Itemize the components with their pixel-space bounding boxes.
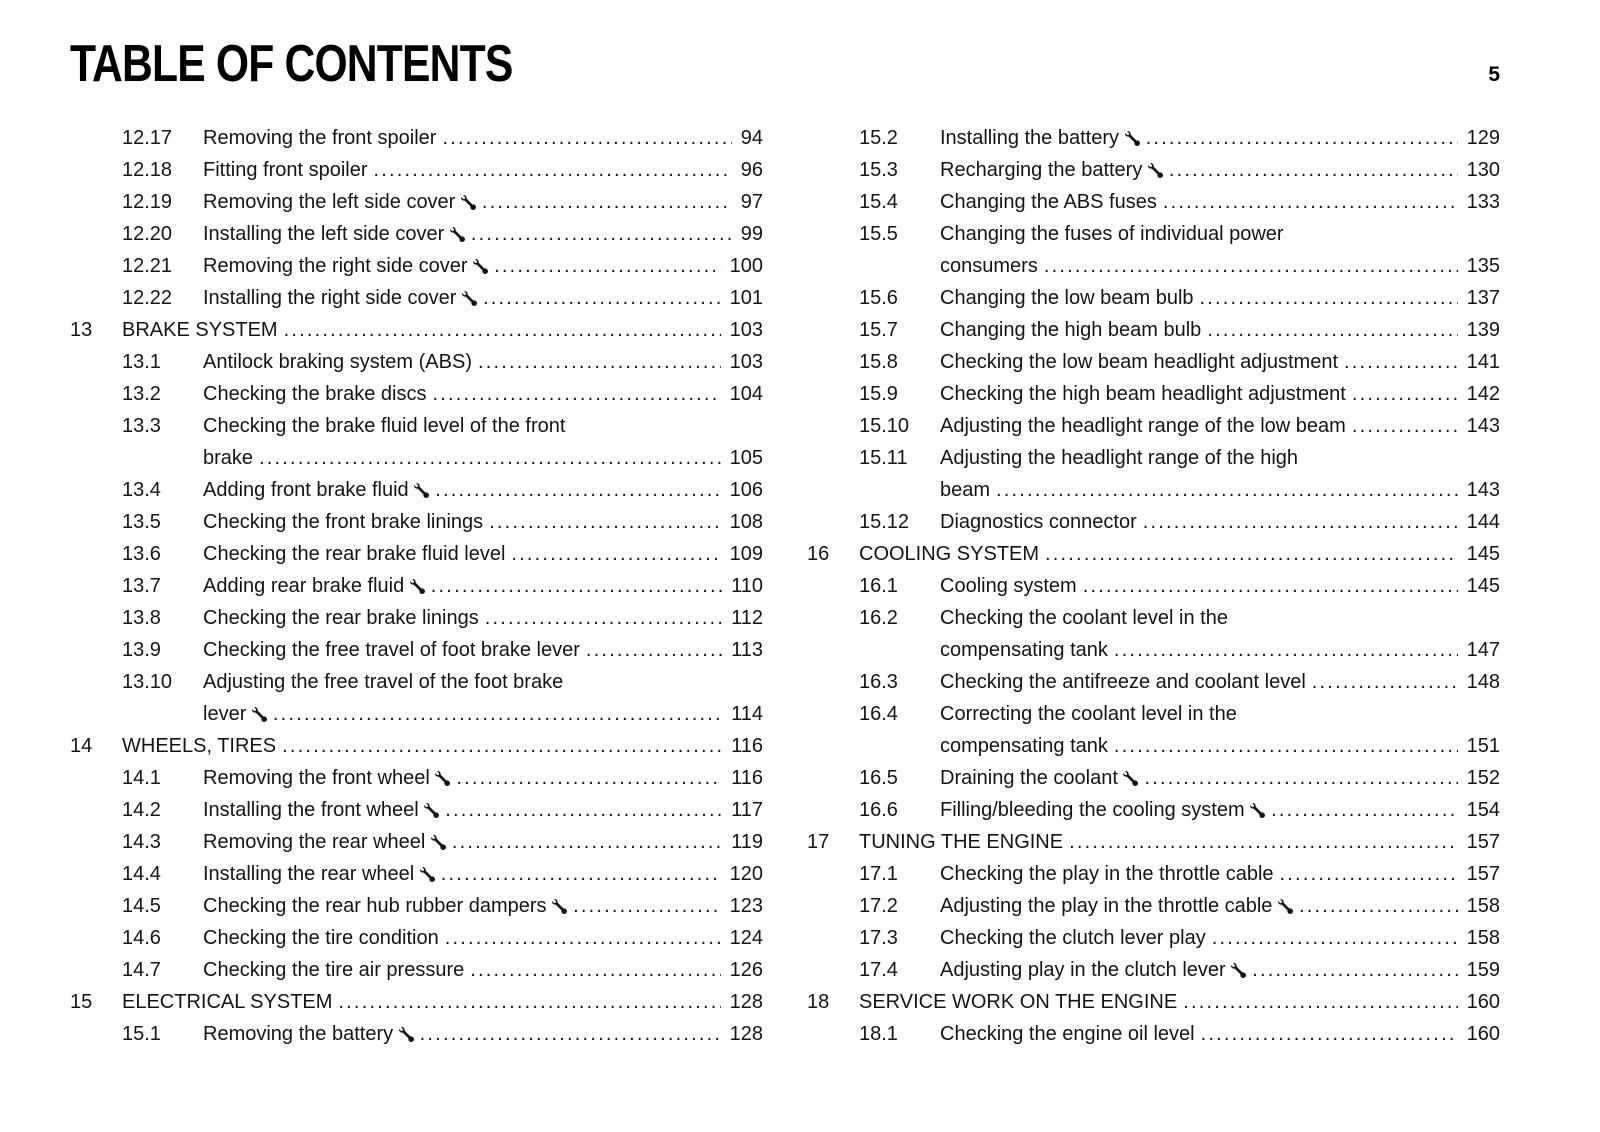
entry-page-number: 160	[1458, 1018, 1500, 1050]
entry-page-number: 143	[1458, 410, 1500, 442]
toc-section-entry	[807, 410, 1500, 442]
toc-section-entry	[807, 1018, 1500, 1050]
entry-number: 14.5	[122, 895, 161, 917]
entry-number: 15.3	[859, 159, 898, 181]
entry-page-number: 108	[721, 506, 763, 538]
entry-number: 14.3	[122, 831, 161, 853]
entry-title	[940, 927, 1206, 949]
entry-title	[940, 799, 1265, 821]
entry-page-number: 105	[721, 442, 763, 474]
entry-page-number: 124	[721, 922, 763, 954]
entry-title-text: Changing the high beam bulb	[940, 319, 1202, 341]
entry-page-number: 143	[1458, 474, 1500, 506]
entry-title	[203, 511, 483, 533]
entry-title-text: Installing the right side cover	[203, 287, 457, 309]
wrench-icon	[1278, 899, 1293, 914]
entry-page-number: 109	[721, 538, 763, 570]
entry-title	[203, 1023, 414, 1045]
entry-title-text: Checking the brake discs	[203, 383, 427, 405]
entry-title-text: Checking the tire condition	[203, 927, 439, 949]
entry-number: 14.6	[122, 927, 161, 949]
toc-section-entry	[70, 666, 763, 730]
entry-page-number: 113	[722, 634, 763, 666]
entry-title	[940, 671, 1306, 693]
page-header	[70, 34, 1500, 94]
entry-title	[203, 479, 429, 501]
entry-page-number: 101	[721, 282, 763, 314]
entry-title	[940, 767, 1138, 789]
entry-number: 16.1	[859, 575, 898, 597]
entry-number: 13.7	[122, 575, 161, 597]
toc-section-entry	[70, 762, 763, 794]
wrench-icon	[462, 291, 477, 306]
entry-number: 14.4	[122, 863, 161, 885]
toc-section-entry	[807, 858, 1500, 890]
toc-section-entry	[70, 218, 763, 250]
entry-title-text: Installing the rear wheel	[203, 863, 415, 885]
entry-number: 16.5	[859, 767, 898, 789]
entry-page-number: 116	[722, 730, 763, 762]
entry-title-text: ELECTRICAL SYSTEM	[122, 991, 333, 1013]
entry-title-text: Antilock braking system (ABS)	[203, 351, 472, 373]
wrench-icon	[1231, 963, 1246, 978]
entry-title	[940, 575, 1077, 597]
wrench-icon	[420, 867, 435, 882]
entry-number: 13.5	[122, 511, 161, 533]
entry-title-text: Removing the front wheel	[203, 767, 430, 789]
entry-page-number: 148	[1458, 666, 1500, 698]
entry-number: 15.12	[859, 511, 910, 533]
entry-title-text: Checking the front brake linings	[203, 511, 484, 533]
entry-page-number: 145	[1458, 538, 1500, 570]
entry-page-number: 154	[1458, 794, 1500, 826]
entry-number: 15.2	[859, 127, 898, 149]
wrench-icon	[1123, 771, 1138, 786]
entry-title	[122, 735, 276, 757]
toc-chapter-entry	[807, 538, 1500, 570]
entry-title-text: Checking the coolant level in the compensating tank	[940, 607, 1228, 661]
toc-section-entry	[807, 122, 1500, 154]
entry-title-text: Cooling system	[940, 575, 1077, 597]
toc-chapter-entry	[70, 986, 763, 1018]
toc-section-entry	[807, 570, 1500, 602]
entry-title	[940, 415, 1346, 437]
entry-number: 18.1	[859, 1023, 898, 1045]
toc-section-entry	[807, 954, 1500, 986]
entry-number: 15.7	[859, 319, 898, 341]
entry-title-text: Recharging the battery	[940, 159, 1143, 181]
wrench-icon	[410, 579, 425, 594]
entry-title	[203, 223, 465, 245]
entry-page-number: 100	[721, 250, 763, 282]
entry-page-number: 119	[722, 826, 763, 858]
entry-number: 15.10	[859, 415, 910, 437]
entry-title	[122, 319, 278, 341]
wrench-icon	[450, 227, 465, 242]
entry-title	[940, 191, 1157, 213]
entry-page-number: 117	[722, 794, 763, 826]
entry-title	[203, 927, 439, 949]
wrench-icon	[552, 899, 567, 914]
entry-title	[859, 991, 1177, 1013]
entry-title-text: Removing the rear wheel	[203, 831, 426, 853]
entry-title-text: TUNING THE ENGINE	[859, 831, 1064, 853]
entry-page-number: 112	[722, 602, 763, 634]
toc-section-entry	[70, 826, 763, 858]
entry-title-text: COOLING SYSTEM	[859, 543, 1040, 565]
entry-number: 17.2	[859, 895, 898, 917]
entry-title-text: Checking the free travel of foot brake lever	[203, 639, 580, 661]
toc-section-entry	[70, 410, 763, 474]
entry-title	[203, 287, 477, 309]
entry-number: 12.21	[122, 255, 173, 277]
entry-title-text: Diagnostics connector	[940, 511, 1137, 533]
entry-title	[940, 895, 1293, 917]
toc-section-entry	[70, 506, 763, 538]
toc-section-entry	[70, 858, 763, 890]
wrench-icon	[1250, 803, 1265, 818]
entry-page-number: 104	[721, 378, 763, 410]
toc-section-entry	[807, 282, 1500, 314]
entry-title-text: Checking the low beam headlight adjustment	[940, 351, 1339, 373]
entry-title-text: Draining the coolant	[940, 767, 1118, 789]
toc-section-entry	[807, 442, 1500, 506]
entry-title	[203, 895, 567, 917]
entry-number: 15	[70, 991, 93, 1013]
entry-title-text: Removing the front spoiler	[203, 127, 437, 149]
entry-title-text: BRAKE SYSTEM	[122, 319, 278, 341]
entry-page-number: 135	[1458, 250, 1500, 282]
toc-section-entry	[70, 154, 763, 186]
entry-title-text: Changing the fuses of individual power consumers	[940, 223, 1284, 277]
toc-section-entry	[70, 474, 763, 506]
wrench-icon	[414, 483, 429, 498]
toc-section-entry	[70, 794, 763, 826]
toc-section-entry	[807, 666, 1500, 698]
entry-page-number: 147	[1458, 634, 1500, 666]
entry-number: 15.5	[859, 223, 898, 245]
entry-title	[203, 255, 488, 277]
entry-title-text: WHEELS, TIRES	[122, 735, 277, 757]
toc-section-entry	[70, 954, 763, 986]
entry-title	[203, 383, 426, 405]
wrench-icon	[431, 835, 446, 850]
entry-title	[859, 543, 1039, 565]
entry-title	[940, 287, 1194, 309]
entry-title-text: Removing the battery	[203, 1023, 394, 1045]
entry-page-number: 158	[1458, 890, 1500, 922]
toc-column-right	[807, 122, 1500, 1050]
page-number: 5	[1488, 63, 1500, 86]
entry-page-number: 114	[722, 698, 763, 730]
entry-title-text: Adjusting the headlight range of the low beam	[940, 415, 1346, 437]
entry-title-text: Fitting front spoiler	[203, 159, 368, 181]
entry-page-number: 120	[721, 858, 763, 890]
entry-number: 14.2	[122, 799, 161, 821]
toc-section-entry	[807, 794, 1500, 826]
entry-number: 15.8	[859, 351, 898, 373]
entry-number: 13.10	[122, 671, 173, 693]
entry-number: 13.2	[122, 383, 161, 405]
entry-title	[203, 543, 505, 565]
entry-number: 13.1	[122, 351, 161, 373]
page-title: TABLE OF CONTENTS	[70, 35, 513, 93]
entry-page-number: 160	[1458, 986, 1500, 1018]
entry-title	[122, 991, 332, 1013]
entry-number: 17	[807, 831, 830, 853]
entry-page-number: 106	[721, 474, 763, 506]
entry-title-text: Adding rear brake fluid	[203, 575, 405, 597]
entry-page-number: 130	[1458, 154, 1500, 186]
entry-number: 13.8	[122, 607, 161, 629]
entry-title-text: Adjusting the headlight range of the high beam	[940, 447, 1299, 501]
toc-section-entry	[807, 890, 1500, 922]
entry-number: 14	[70, 735, 93, 757]
entry-page-number: 126	[721, 954, 763, 986]
toc-section-entry	[70, 282, 763, 314]
entry-page-number: 94	[732, 122, 763, 154]
entry-number: 13.6	[122, 543, 161, 565]
entry-number: 14.7	[122, 959, 161, 981]
entry-page-number: 142	[1458, 378, 1500, 410]
wrench-icon	[424, 803, 439, 818]
wrench-icon	[399, 1027, 414, 1042]
entry-title-text: Changing the ABS fuses	[940, 191, 1157, 213]
entry-title	[203, 959, 464, 981]
entry-title	[203, 639, 580, 661]
toc-section-entry	[807, 346, 1500, 378]
entry-page-number: 103	[721, 346, 763, 378]
toc-section-entry	[70, 538, 763, 570]
entry-number: 12.17	[122, 127, 173, 149]
entry-title-text: Correcting the coolant level in the compensating tank	[940, 703, 1237, 757]
entry-page-number: 128	[721, 1018, 763, 1050]
entry-title	[203, 863, 435, 885]
toc-section-entry	[807, 698, 1500, 762]
toc-section-entry	[807, 218, 1500, 282]
entry-page-number: 133	[1458, 186, 1500, 218]
entry-title	[940, 351, 1338, 373]
toc-column-left	[70, 122, 763, 1050]
entry-title-text: Removing the left side cover	[203, 191, 456, 213]
entry-page-number: 144	[1458, 506, 1500, 538]
toc-section-entry	[70, 122, 763, 154]
entry-number: 12.22	[122, 287, 173, 309]
toc-chapter-entry	[70, 730, 763, 762]
toc-section-entry	[70, 634, 763, 666]
entry-page-number: 139	[1458, 314, 1500, 346]
entry-page-number: 129	[1458, 122, 1500, 154]
entry-title-text: Checking the high beam headlight adjustment	[940, 383, 1346, 405]
entry-title-text: Checking the rear brake fluid level	[203, 543, 506, 565]
entry-title	[203, 767, 450, 789]
wrench-icon	[1125, 131, 1140, 146]
wrench-icon	[1148, 163, 1163, 178]
toc-section-entry	[70, 378, 763, 410]
entry-title-text: Adjusting the play in the throttle cable	[940, 895, 1273, 917]
wrench-icon	[252, 707, 267, 722]
entry-title	[940, 959, 1246, 981]
toc-section-entry	[807, 922, 1500, 954]
toc-section-entry	[807, 154, 1500, 186]
entry-number: 13.3	[122, 415, 161, 437]
wrench-icon	[473, 259, 488, 274]
entry-number: 13.9	[122, 639, 161, 661]
wrench-icon	[461, 195, 476, 210]
toc-section-entry	[70, 922, 763, 954]
toc-section-entry	[70, 890, 763, 922]
entry-page-number: 96	[732, 154, 763, 186]
toc-chapter-entry	[807, 826, 1500, 858]
toc-section-entry	[70, 570, 763, 602]
entry-number: 14.1	[122, 767, 161, 789]
entry-title	[940, 511, 1137, 533]
entry-number: 16.3	[859, 671, 898, 693]
entry-title-text: Checking the play in the throttle cable	[940, 863, 1274, 885]
entry-page-number: 116	[722, 762, 763, 794]
entry-page-number: 97	[732, 186, 763, 218]
entry-title-text: Adjusting the free travel of the foot brake lever	[203, 671, 564, 725]
entry-page-number: 141	[1458, 346, 1500, 378]
entry-title	[940, 159, 1163, 181]
entry-page-number: 152	[1458, 762, 1500, 794]
entry-number: 13	[70, 319, 93, 341]
entry-page-number: 137	[1458, 282, 1500, 314]
entry-title-text: Checking the rear hub rubber dampers	[203, 895, 547, 917]
toc-section-entry	[807, 186, 1500, 218]
entry-title-text: Installing the left side cover	[203, 223, 445, 245]
toc-section-entry	[807, 602, 1500, 666]
entry-title-text: Installing the front wheel	[203, 799, 419, 821]
entry-title-text: Adjusting play in the clutch lever	[940, 959, 1226, 981]
entry-title-text: SERVICE WORK ON THE ENGINE	[859, 991, 1178, 1013]
entry-number: 13.4	[122, 479, 161, 501]
entry-title-text: Checking the brake fluid level of the front brake	[203, 415, 566, 469]
toc-section-entry	[70, 602, 763, 634]
entry-number: 16.4	[859, 703, 898, 725]
entry-title-text: Changing the low beam bulb	[940, 287, 1194, 309]
entry-page-number: 99	[732, 218, 763, 250]
entry-number: 17.3	[859, 927, 898, 949]
entry-title-text: Installing the battery	[940, 127, 1119, 149]
entry-title	[940, 127, 1140, 149]
entry-title-text: Checking the tire air pressure	[203, 959, 465, 981]
toc-columns	[70, 122, 1500, 1050]
entry-page-number: 128	[721, 986, 763, 1018]
entry-number: 15.4	[859, 191, 898, 213]
entry-title	[203, 831, 446, 853]
entry-title	[203, 191, 476, 213]
entry-title	[940, 1023, 1195, 1045]
toc-section-entry	[70, 1018, 763, 1050]
toc-chapter-entry	[70, 314, 763, 346]
entry-title-text: Removing the right side cover	[203, 255, 468, 277]
entry-title	[203, 159, 368, 181]
entry-number: 16.2	[859, 607, 898, 629]
entry-page-number: 103	[721, 314, 763, 346]
entry-title	[940, 319, 1201, 341]
toc-section-entry	[70, 250, 763, 282]
entry-number: 17.1	[859, 863, 898, 885]
entry-number: 12.18	[122, 159, 173, 181]
entry-title	[203, 351, 472, 373]
entry-number: 18	[807, 991, 830, 1013]
entry-title	[859, 831, 1063, 853]
entry-number: 15.6	[859, 287, 898, 309]
entry-page-number: 158	[1458, 922, 1500, 954]
entry-page-number: 145	[1458, 570, 1500, 602]
entry-page-number: 157	[1458, 826, 1500, 858]
entry-page-number: 151	[1458, 730, 1500, 762]
entry-title-text: Checking the engine oil level	[940, 1023, 1195, 1045]
toc-section-entry	[70, 186, 763, 218]
entry-page-number: 159	[1458, 954, 1500, 986]
entry-title-text: Adding front brake fluid	[203, 479, 409, 501]
entry-title	[203, 799, 439, 821]
entry-title-text: Checking the antifreeze and coolant level	[940, 671, 1306, 693]
toc-section-entry	[807, 506, 1500, 538]
toc-section-entry	[807, 762, 1500, 794]
entry-number: 16	[807, 543, 830, 565]
entry-title	[203, 575, 425, 597]
entry-page-number: 157	[1458, 858, 1500, 890]
entry-title-text: Filling/bleeding the cooling system	[940, 799, 1245, 821]
toc-section-entry	[807, 314, 1500, 346]
entry-number: 15.9	[859, 383, 898, 405]
entry-number: 15.11	[859, 447, 908, 469]
entry-number: 15.1	[122, 1023, 161, 1045]
entry-number: 17.4	[859, 959, 898, 981]
entry-title	[940, 383, 1346, 405]
wrench-icon	[435, 771, 450, 786]
toc-section-entry	[70, 346, 763, 378]
entry-page-number: 110	[722, 570, 763, 602]
entry-page-number: 123	[721, 890, 763, 922]
entry-title	[940, 863, 1274, 885]
toc-section-entry	[807, 378, 1500, 410]
entry-title-text: Checking the clutch lever play	[940, 927, 1206, 949]
entry-title-text: Checking the rear brake linings	[203, 607, 479, 629]
entry-number: 12.19	[122, 191, 173, 213]
entry-number: 12.20	[122, 223, 173, 245]
entry-number: 16.6	[859, 799, 898, 821]
entry-title	[203, 607, 479, 629]
toc-chapter-entry	[807, 986, 1500, 1018]
entry-title	[203, 127, 436, 149]
